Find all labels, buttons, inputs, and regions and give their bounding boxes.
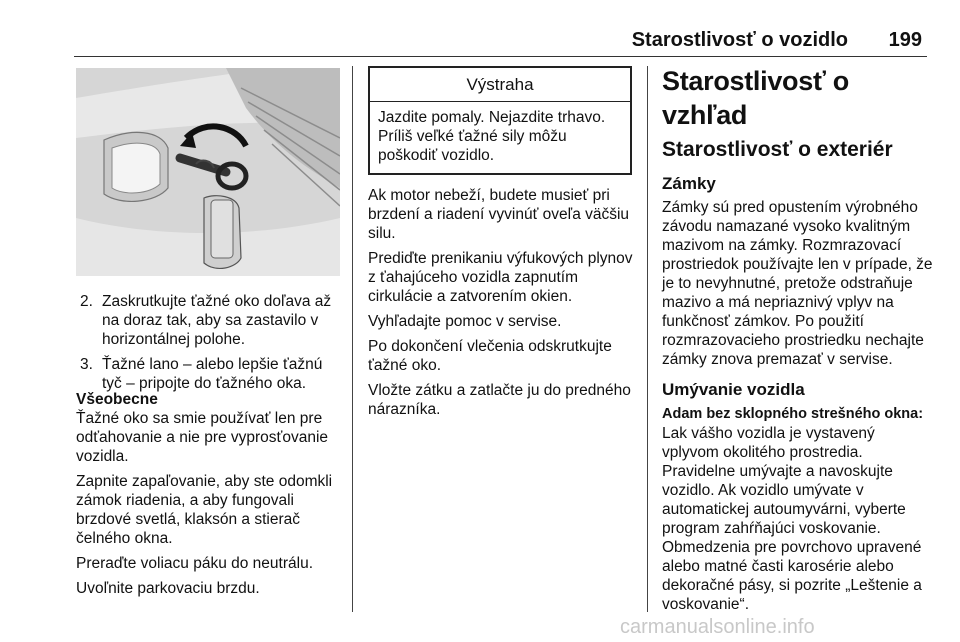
paragraph: Ak motor nebeží, budete musieť pri brzdení a riadení vyvinúť oveľa väčšiu silu. xyxy=(368,187,630,242)
right-column xyxy=(662,64,934,614)
general-section xyxy=(76,390,344,604)
watermark: carmanualsonline.info xyxy=(620,616,815,638)
step-item xyxy=(80,292,342,349)
paragraph: Vyhľadajte pomoc v servise. xyxy=(368,313,562,330)
paragraph: Uvoľnite parkovaciu brzdu. xyxy=(76,580,260,597)
locks-heading: Zámky xyxy=(662,174,716,193)
tow-eye-illustration-drawing xyxy=(76,68,340,276)
middle-column xyxy=(368,186,634,425)
general-heading: Všeobecne xyxy=(76,391,158,408)
subsection-title: Starostlivosť o exteriér xyxy=(662,138,893,161)
paragraph: Vložte zátku a zatlačte ju do predného nárazníka. xyxy=(368,382,631,418)
column-divider-right xyxy=(647,66,648,612)
warning-box xyxy=(368,66,632,175)
step-text: Zaskrutkujte ťažné oko doľava až na doraz tak, aby sa zastavilo v horizontálnej polohe. xyxy=(102,293,332,348)
paragraph: Ťažné oko sa smie používať len pre odťahovanie a nie pre vyprosťovanie vozidla. xyxy=(76,410,329,465)
paragraph: Zapnite zapaľovanie, aby ste odomkli zámok riadenia, a aby fungovali brzdové svetlá, klaksón a stierač čelného okna. xyxy=(76,473,333,547)
step-text: Ťažné lano – alebo lepšie ťažnú tyč – pripojte do ťažného oka. xyxy=(102,356,323,392)
warning-text: Jazdite pomaly. Nejazdite trhavo. Príliš veľké ťažné sily môžu poškodiť vozidlo. xyxy=(378,109,606,164)
step-list xyxy=(80,292,342,399)
warning-title: Výstraha xyxy=(370,68,630,102)
step-item xyxy=(80,355,342,393)
paragraph: Preraďte voliacu páku do neutrálu. xyxy=(76,555,314,572)
washing-subheading: Adam bez sklopného strešného okna: xyxy=(662,406,924,422)
step-number: 3. xyxy=(80,356,93,373)
washing-heading: Umývanie vozidla xyxy=(662,380,805,399)
locks-paragraph: Zámky sú pred opustením výrobného závodu namazané vysoko kvalitným mazivom na zámky. Rozmrazovací prostriedok používajte len v prípade, že je to nevyhnutné, pretože odstraňuje mazivo a má nepriaznivý vplyv na funkčnosť zámkov. Po použití rozmrazovacieho prostriedku nechajte zámky znova premazať v servise. xyxy=(662,199,933,368)
paragraph: Po dokončení vlečenia odskrutkujte ťažné oko. xyxy=(368,338,612,374)
column-divider-left xyxy=(352,66,353,612)
tow-eye-illustration xyxy=(76,68,340,276)
washing-paragraph: Lak vášho vozidla je vystavený vplyvom okolitého prostredia. Pravidelne umývajte a navoskujte vozidlo. Ak vozidlo umývate v automatickej autoumyvárni, vyberte program zahŕňajúci voskovanie. Obmedzenia pre povrchovo upravené alebo matné časti karosérie alebo dekoračné pásy, si pozrite „Leštenie a voskovanie“. xyxy=(662,425,922,613)
page-number: 199 xyxy=(888,29,922,51)
step-number: 2. xyxy=(80,293,93,310)
paragraph: Prediďte prenikaniu výfukových plynov z ťahajúceho vozidla zapnutím cirkulácie a zatvorením okien. xyxy=(368,250,633,305)
running-head-title: Starostlivosť o vozidlo xyxy=(631,29,848,51)
page-header xyxy=(0,0,960,60)
section-title: Starostlivosť o vzhľad xyxy=(662,66,849,130)
header-rule xyxy=(74,56,927,57)
